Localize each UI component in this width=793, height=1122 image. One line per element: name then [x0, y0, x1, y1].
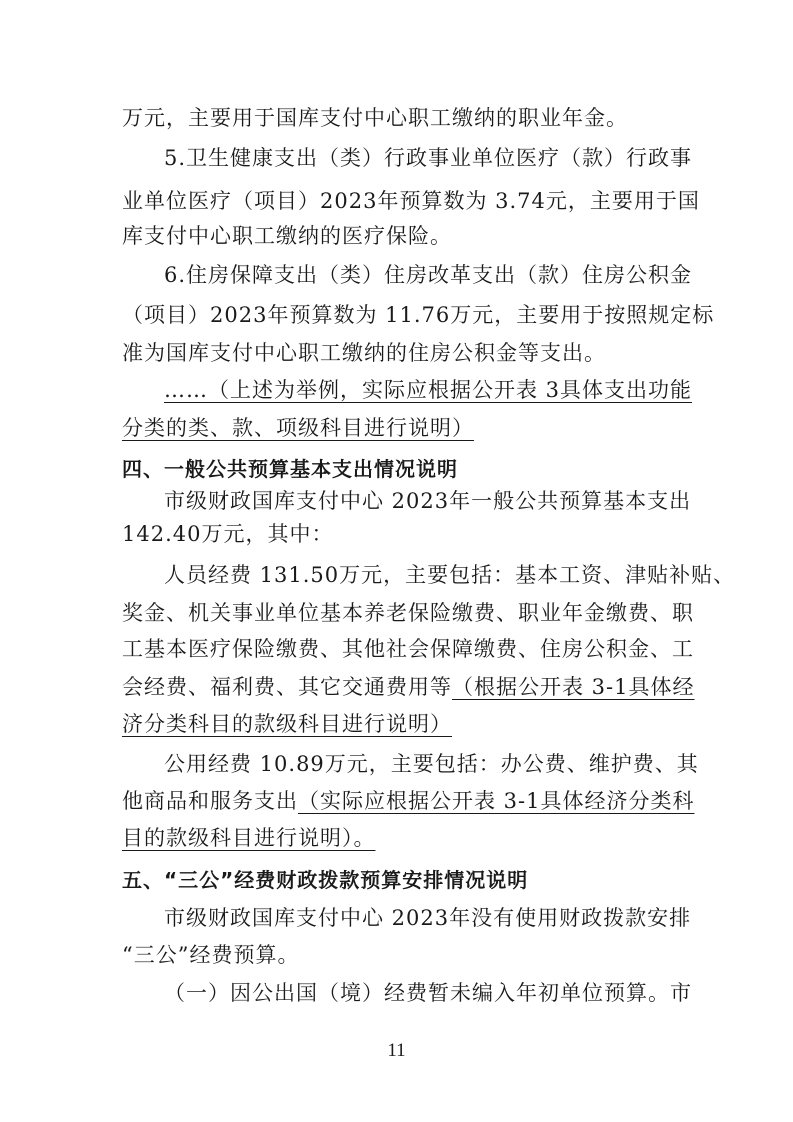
- text-line: [122, 786, 695, 816]
- text-line: 人员经费 131.50万元，主要包括：基本工资、津贴补贴、: [164, 563, 736, 587]
- text-line: 万元，主要用于国库支付中心职工缴纳的职业年金。: [122, 106, 628, 130]
- example-note-line: 分类的类、款、项级科目进行说明）: [122, 416, 474, 440]
- text-line: （一）因公出国（境）经费暂未编入年初单位预算。市: [164, 981, 692, 1005]
- text-line: 142.40万元，其中：: [122, 522, 334, 546]
- text-line: （项目）2023年预算数为 11.76万元，主要用于按照规定标: [122, 303, 715, 327]
- section-heading-4: 四、一般公共预算基本支出情况说明: [122, 457, 458, 481]
- note-run: 目的款级科目进行说明）。: [122, 826, 376, 850]
- text-line: 5.卫生健康支出（类）行政事业单位医疗（款）行政事: [164, 146, 693, 170]
- text-line: 奖金、机关事业单位基本养老保险缴费、职业年金缴费、职: [122, 601, 694, 625]
- text-run: 他商品和服务支出: [122, 789, 298, 813]
- text-line: [122, 672, 695, 702]
- section-heading-5: 五、“三公”经费财政拨款预算安排情况说明: [122, 868, 529, 892]
- text-line: 工基本医疗保险缴费、其他社会保障缴费、住房公积金、工: [122, 637, 694, 661]
- text-line: 公用经费 10.89万元，主要包括：办公费、维护费、其: [164, 752, 699, 776]
- text-line: 市级财政国库支付中心 2023年没有使用财政拨款安排: [164, 906, 692, 930]
- text-line: 准为国库支付中心职工缴纳的住房公积金等支出。: [122, 341, 606, 365]
- text-line: 库支付中心职工缴纳的医疗保险。: [122, 224, 452, 248]
- note-run: （根据公开表 3-1具体经: [452, 675, 695, 699]
- text-line: 市级财政国库支付中心 2023年一般公共预算基本支出: [164, 489, 692, 513]
- text-run: 会经费、福利费、其它交通费用等: [122, 675, 452, 699]
- page-number: 11: [387, 1040, 406, 1061]
- text-line: [122, 823, 674, 853]
- note-run: （实际应根据公开表 3-1具体经济分类科: [298, 789, 695, 813]
- text-line: “三公”经费预算。: [122, 943, 300, 967]
- note-line: 济分类科目的款级科目进行说明）: [122, 712, 452, 736]
- example-note-line: ……（上述为举例，实际应根据公开表 3具体支出功能: [164, 378, 693, 402]
- text-line: 6.住房保障支出（类）住房改革支出（款）住房公积金: [164, 263, 693, 287]
- text-line: 业单位医疗（项目）2023年预算数为 3.74元，主要用于国: [122, 189, 700, 213]
